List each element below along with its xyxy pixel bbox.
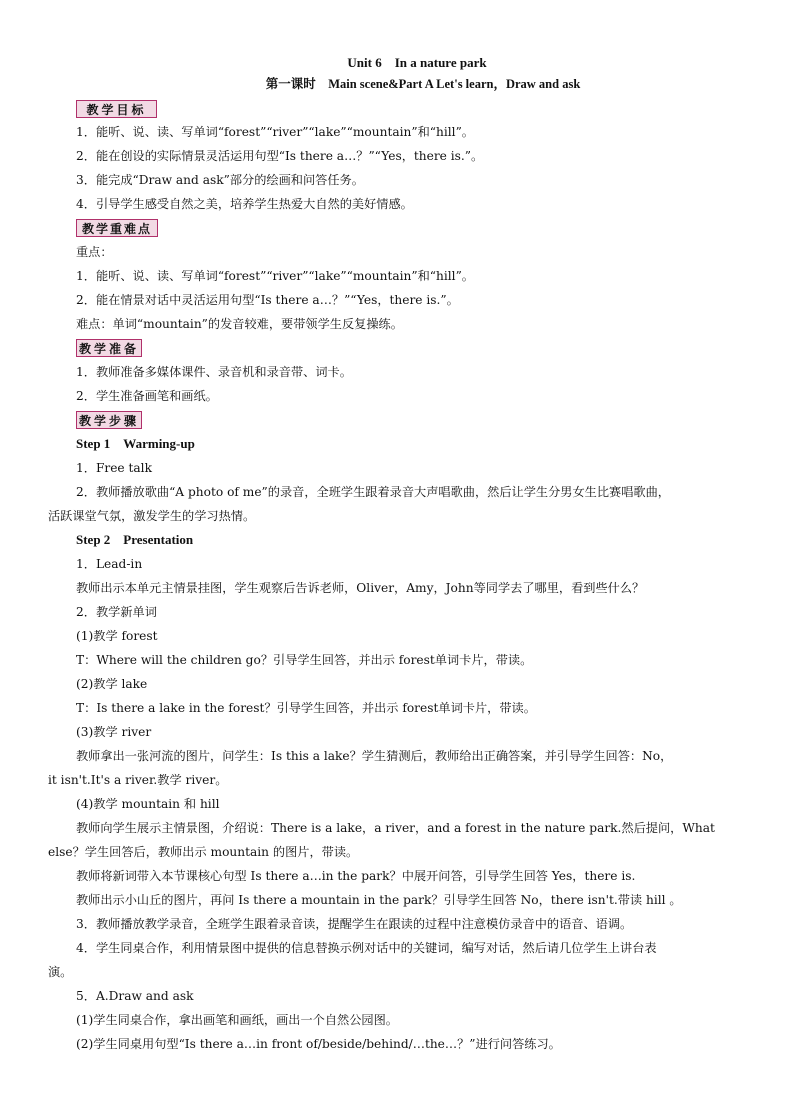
step2-line: (2)教学 lake bbox=[76, 677, 148, 691]
objective-line: 2．能在创设的实际情景灵活运用句型“Is there a…？”“Yes，there is.”。 bbox=[76, 149, 484, 163]
objective-line: 4．引导学生感受自然之美，培养学生热爱大自然的美好情感。 bbox=[76, 197, 413, 211]
preparation-line: 1．教师准备多媒体课件、录音机和录音带、词卡。 bbox=[76, 365, 352, 379]
step2-line: it isn't.It's a river.教学 river。 bbox=[48, 773, 228, 787]
step2-line: T：Where will the children go？引导学生回答，并出示 forest单词卡片，带读。 bbox=[76, 653, 533, 667]
focus-label: 重点： bbox=[76, 245, 113, 259]
step2-line: 教师出示小山丘的图片，再问 Is there a mountain in the park？引导学生回答 No，there isn't.带读 hill 。 bbox=[76, 893, 682, 907]
step2-line: 5．A.Draw and ask bbox=[76, 989, 194, 1003]
steps-heading: 教学步骤 bbox=[76, 411, 142, 429]
step2-line: T：Is there a lake in the forest？引导学生回答，并出示 forest单词卡片，带读。 bbox=[76, 701, 536, 715]
step2-line: (2)学生同桌用句型“Is there a…in front of/beside/behind/…the…？”进行问答练习。 bbox=[76, 1037, 561, 1051]
step2-line: (1)教学 forest bbox=[76, 629, 158, 643]
step2-line: 1．Lead-in bbox=[76, 557, 143, 571]
step2-line: 2．教学新单词 bbox=[76, 605, 157, 619]
preparation-line: 2．学生准备画笔和画纸。 bbox=[76, 389, 218, 403]
preparation-heading: 教学准备 bbox=[76, 339, 142, 357]
step2-line: else？学生回答后，教师出示 mountain 的图片，带读。 bbox=[48, 845, 359, 859]
step1-line: 活跃课堂气氛，激发学生的学习热情。 bbox=[48, 509, 256, 523]
step1-title: Step 1 Warming-up bbox=[76, 436, 195, 451]
step2-line: (1)学生同桌合作，拿出画笔和画纸，画出一个自然公园图。 bbox=[76, 1013, 398, 1027]
step2-line: 教师拿出一张河流的图片，问学生：Is this a lake？学生猜测后，教师给出正确答案，并引导学生回答：No， bbox=[76, 749, 673, 763]
step2-line: 教师出示本单元主情景挂图，学生观察后告诉老师，Oliver，Amy，John等同学去了哪里，看到些什么？ bbox=[76, 581, 645, 595]
difficulty-line: 难点：单词“mountain”的发音较难，要带领学生反复操练。 bbox=[76, 317, 403, 331]
step1-line: 2．教师播放歌曲“A photo of me”的录音，全班学生跟着录音大声唱歌曲，然后让学生分男女生比赛唱歌曲， bbox=[76, 485, 670, 499]
step2-line: 4．学生同桌合作，利用情景图中提供的信息替换示例对话中的关键词，编写对话，然后请几位学生上讲台表 bbox=[76, 941, 657, 955]
step2-title: Step 2 Presentation bbox=[76, 532, 194, 547]
keypoints-heading: 教学重难点 bbox=[76, 219, 158, 237]
step2-line: 教师向学生展示主情景图，介绍说：There is a lake，a river，and a forest in the nature park.然后提问，What bbox=[76, 821, 715, 835]
step2-line: (4)教学 mountain 和 hill bbox=[76, 797, 220, 811]
step2-line: 3．教师播放教学录音，全班学生跟着录音读，提醒学生在跟读的过程中注意模仿录音中的语音、语调。 bbox=[76, 917, 633, 931]
step2-line: 教师将新词带入本节课核心句型 Is there a…in the park？中展开问答，引导学生回答 Yes，there is. bbox=[76, 869, 636, 883]
unit-title: Unit 6 In a nature park bbox=[347, 55, 487, 70]
step1-line: 1．Free talk bbox=[76, 461, 152, 475]
lesson-subtitle: 第一课时 Main scene&Part A Let's learn，Draw and ask bbox=[265, 77, 581, 91]
focus-line: 1．能听、说、读、写单词“forest”“river”“lake”“mountain”和“hill”。 bbox=[76, 269, 474, 283]
objective-line: 1．能听、说、读、写单词“forest”“river”“lake”“mountain”和“hill”。 bbox=[76, 125, 474, 139]
step2-line: 演。 bbox=[48, 965, 73, 979]
step2-line: (3)教学 river bbox=[76, 725, 152, 739]
objectives-heading: 教学目标 bbox=[76, 100, 157, 118]
focus-line: 2．能在情景对话中灵活运用句型“Is there a…？”“Yes，there is.”。 bbox=[76, 293, 459, 307]
objective-line: 3．能完成“Draw and ask”部分的绘画和问答任务。 bbox=[76, 173, 364, 187]
